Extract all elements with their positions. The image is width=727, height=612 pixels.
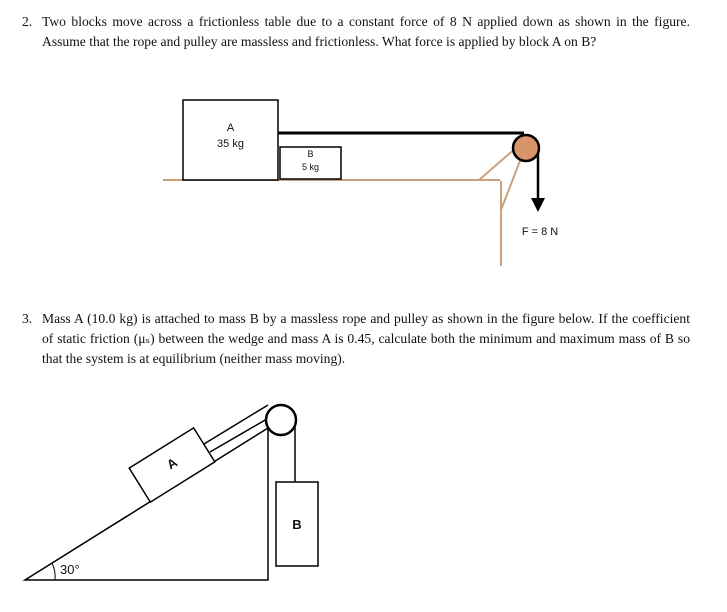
angle-label: 30° — [60, 562, 80, 577]
problem-2-number: 2. — [22, 14, 33, 29]
problem-3-number: 3. — [22, 311, 33, 326]
block-b-mass: 5 kg — [301, 162, 319, 172]
block-a-mass: 35 kg — [217, 138, 244, 150]
problem-3-text: Mass A (10.0 kg) is attached to mass B by a massless rope and pulley as shown in the figure below. If the coefficient of static friction (μₛ) between the wedge and mass A is 0.45, calculate both the minimum and maximum mass of B so that the system is at equilibrium (neither mass moving). — [42, 311, 690, 366]
block-b-label-hanging: B — [292, 517, 302, 532]
pulley — [266, 405, 296, 435]
block-a-label-incline: A — [164, 454, 180, 473]
block-b-label: B — [307, 149, 314, 159]
problem-2-text: Two blocks move across a frictionless table due to a constant force of 8 N applied down as shown in the figure. Assume that the rope and pulley are massless and frictionless. What force is applied by block A on B? — [42, 14, 690, 49]
force-label: F = 8 N — [521, 226, 559, 238]
block-a-label: A — [226, 122, 235, 134]
wedge — [25, 428, 268, 580]
